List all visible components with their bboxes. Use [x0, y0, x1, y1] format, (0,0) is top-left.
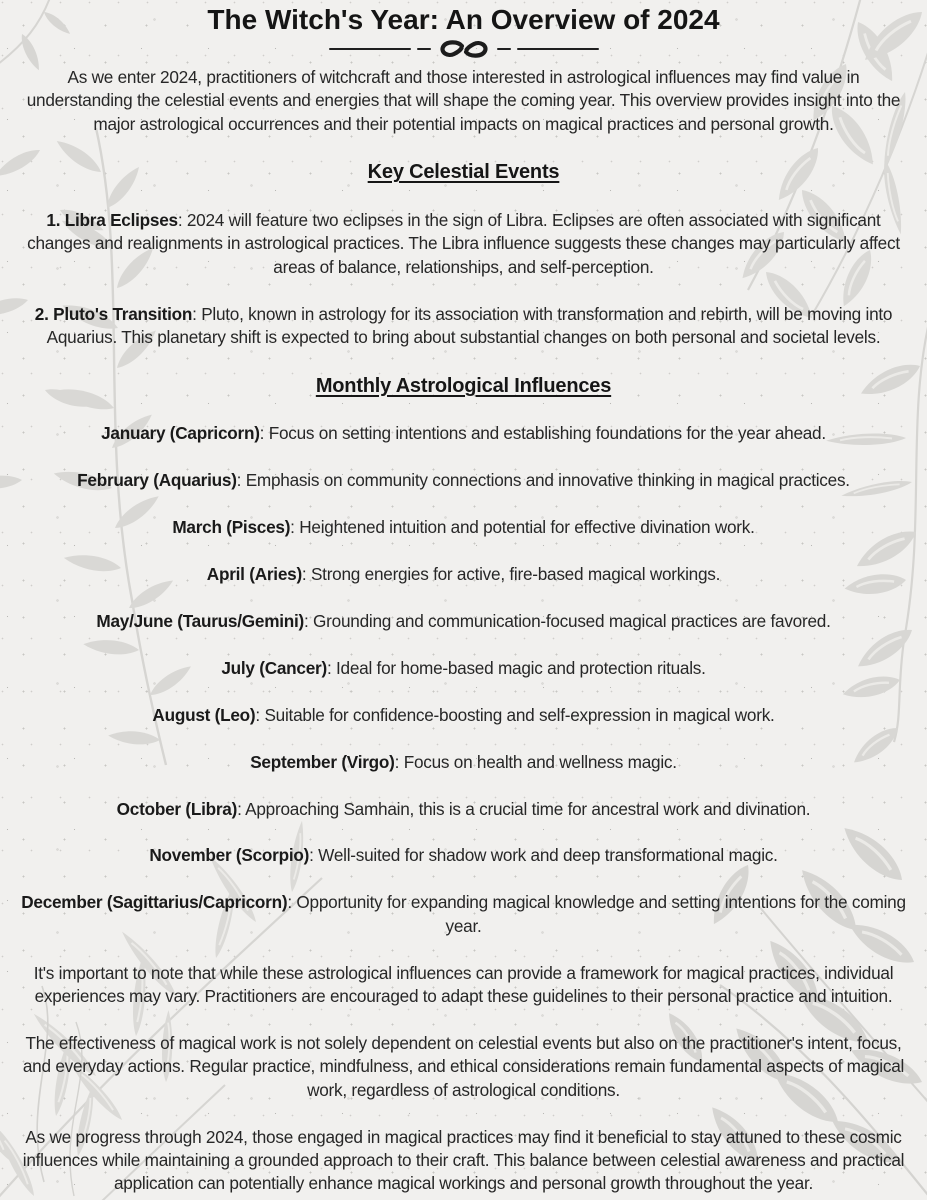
entry-january — [20, 422, 907, 445]
entry-text: : Opportunity for expanding magical knowledge and setting intentions for the coming year. — [287, 892, 906, 936]
entry-april — [20, 563, 907, 586]
entry-label: November (Scorpio) — [149, 845, 310, 866]
entry-march — [20, 516, 907, 539]
section-heading-celestial-events: Key Celestial Events — [367, 161, 560, 184]
entry-text: : Focus on setting intentions and establishing foundations for the year ahead. — [259, 423, 826, 444]
entry-text: : Approaching Samhain, this is a crucial time for ancestral work and divination. — [237, 798, 811, 819]
entry-label: December (Sagittarius/Capricorn) — [21, 892, 288, 913]
closing-paragraph-1: It's important to note that while these astrological influences can provide a framework for magical practices, individual experiences may vary. Practitioners are encouraged to adapt these guidelines to their personal practice and intuition. — [33, 962, 894, 1006]
intro-paragraph: As we enter 2024, practitioners of witchcraft and those interested in astrological influences may find value in understanding the celestial events and energies that will shape the coming year. This overview provides insight into the major astrological occurrences and their potential impacts on magical practices and personal growth. — [26, 66, 901, 134]
entry-label: 1. Libra Eclipses — [46, 209, 178, 230]
entry-pluto-transition — [20, 303, 907, 350]
entry-text: : Emphasis on community connections and innovative thinking in magical practices. — [236, 470, 850, 491]
entry-label: March (Pisces) — [172, 517, 291, 538]
entry-label: July (Cancer) — [221, 657, 327, 678]
entry-text: : Well-suited for shadow work and deep transformational magic. — [309, 845, 778, 866]
divider-line — [329, 48, 411, 50]
entry-september — [20, 751, 907, 774]
entry-february — [20, 469, 907, 492]
entry-november — [20, 844, 907, 867]
entry-label: May/June (Taurus/Gemini) — [96, 610, 304, 631]
entry-text: : Ideal for home-based magic and protection rituals. — [326, 657, 706, 678]
entry-text: : Suitable for confidence-boosting and self-expression in magical work. — [255, 704, 775, 725]
divider-line — [517, 48, 599, 50]
entry-label: 2. Pluto's Transition — [34, 303, 193, 324]
entry-label: April (Aries) — [206, 564, 302, 585]
entry-may-june — [20, 610, 907, 633]
entry-label: September (Virgo) — [250, 751, 395, 772]
closing-paragraph-3: As we progress through 2024, those engaged in magical practices may find it beneficial to stay attuned to these cosmic influences while maintaining a grounded approach to their craft. This balance between celestial awareness and practical application can potentially enhance magical workings and personal growth throughout the year. — [22, 1126, 905, 1194]
entry-december — [20, 891, 907, 938]
entry-label: January (Capricorn) — [101, 423, 260, 444]
entry-text: : Pluto, known in astrology for its association with transformation and rebirth, will be moving into Aquarius. This planetary shift is expected to bring about substantial changes on both personal and societal levels. — [46, 303, 893, 348]
entry-text: : Strong energies for active, fire-based magical workings. — [301, 564, 721, 585]
entry-label: February (Aquarius) — [77, 470, 237, 491]
page-title: The Witch's Year: An Overview of 2024 — [207, 4, 720, 35]
scroll-ornament-icon — [437, 39, 491, 59]
divider-line — [497, 48, 511, 50]
entry-july — [20, 657, 907, 680]
entry-august — [20, 704, 907, 727]
section-heading-monthly-influences: Monthly Astrological Influences — [315, 374, 612, 397]
entry-text: : Grounding and communication-focused magical practices are favored. — [304, 610, 831, 631]
ornament-divider — [20, 39, 907, 59]
entry-label: August (Leo) — [152, 704, 256, 725]
entry-text: : 2024 will feature two eclipses in the sign of Libra. Eclipses are often associated with significant changes and realignments in astrological practices. The Libra influence suggests these changes may particularly affect areas of balance, relationships, and self-perception. — [27, 209, 900, 277]
entry-libra-eclipses — [20, 209, 907, 279]
entry-october — [20, 798, 907, 821]
entry-label: October (Libra) — [116, 798, 238, 819]
entry-text: : Focus on health and wellness magic. — [394, 751, 677, 772]
divider-line — [417, 48, 431, 50]
entry-text: : Heightened intuition and potential for effective divination work. — [290, 517, 755, 538]
closing-paragraph-2: The effectiveness of magical work is not solely dependent on celestial events but also on the practitioner's intent, focus, and everyday actions. Regular practice, mindfulness, and ethical considerations remain fundamental aspects of magical work, regardless of astrological conditions. — [22, 1032, 905, 1100]
